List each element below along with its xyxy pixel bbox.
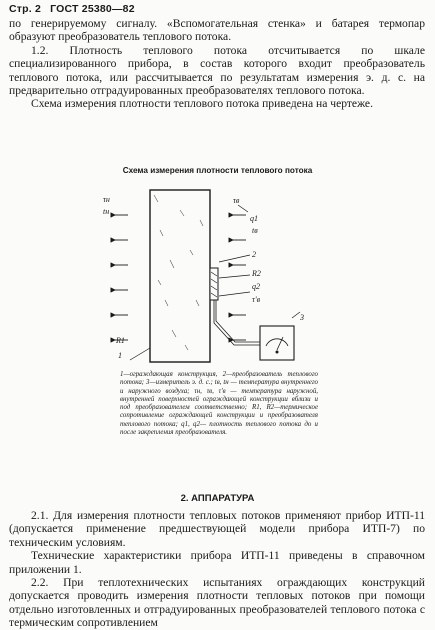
page-number: Стр. 2 xyxy=(9,3,42,15)
section-2-paragraph-1: 2.1. Для измерения плотности тепловых потоков применяют прибор ИТП-11 (допускается применение предшествующей модели прибора ИТП-7) по техническим условиям. xyxy=(9,509,425,549)
label-tau-v: τв xyxy=(233,196,240,205)
label-q2: q2 xyxy=(252,282,260,291)
wires xyxy=(214,300,260,345)
figure-title: Схема измерения плотности теплового потока xyxy=(122,166,313,175)
section-2-paragraph-2: Технические характеристики прибора ИТП-11 приведены в справочном приложении 1. xyxy=(9,549,425,576)
heat-flux-transducer xyxy=(210,268,218,300)
label-r2: R2 xyxy=(252,269,261,278)
label-q1: q1 xyxy=(250,214,258,223)
intro-paragraph-3: Схема измерения плотности теплового потока приведена на чертеже. xyxy=(31,97,373,111)
label-tau-n: τн xyxy=(103,195,110,204)
emf-meter xyxy=(260,326,294,360)
legend-text: 1—ограждающая конструкция, 2—преобразователь теплового потока; 3—измеритель э. д. с.; tв, tн — температура внутреннего и наружного воздуха; τн, τв, τ'в — температура наружной, внутренней поверхностей ограждающей конструкции вблизи и под преобразователем соответственно; R1, R2—термическое сопротивление ограждающей конструкции и преобразователя теплового потока; q1, q2— плотность теплового потока до и после закрепления преобразователя. xyxy=(120,371,318,437)
label-t-v: tв xyxy=(252,226,258,235)
figure-legend xyxy=(120,371,318,437)
label-r1: R1 xyxy=(116,336,125,345)
label-3: 3 xyxy=(300,313,304,322)
enclosing-wall xyxy=(150,190,210,362)
section-2-text xyxy=(9,509,425,630)
intro-paragraph-1: по генерируемому сигналу. «Вспомогательная стенка» и батарея термопар образуют преобразователь теплового потока. xyxy=(9,17,425,44)
standard-code: ГОСТ 25380—82 xyxy=(50,3,135,15)
intro-paragraph-2: 1.2. Плотность теплового потока отсчитывается по шкале специализированного прибора, в состав которого входит преобразователь теплового потока, или рассчитывается по результатам измерения э. д. с. на предварительно отградуированных преобразователях теплового потока. xyxy=(9,43,425,98)
label-tau-v-prime: τ'в xyxy=(252,295,261,304)
section-heading: 2. АППАРАТУРА xyxy=(180,493,255,504)
section-2-paragraph-3: 2.2. При теплотехнических испытаниях ограждающих конструкций допускается проводить измерения плотности тепловых потоков при помощи отдельно изготовленных и отградуированных преобразователей теплового потока с термическим сопротивлением xyxy=(9,576,425,630)
label-2: 2 xyxy=(252,250,256,259)
label-1: 1 xyxy=(118,351,122,360)
label-t-n: tн xyxy=(103,207,110,216)
